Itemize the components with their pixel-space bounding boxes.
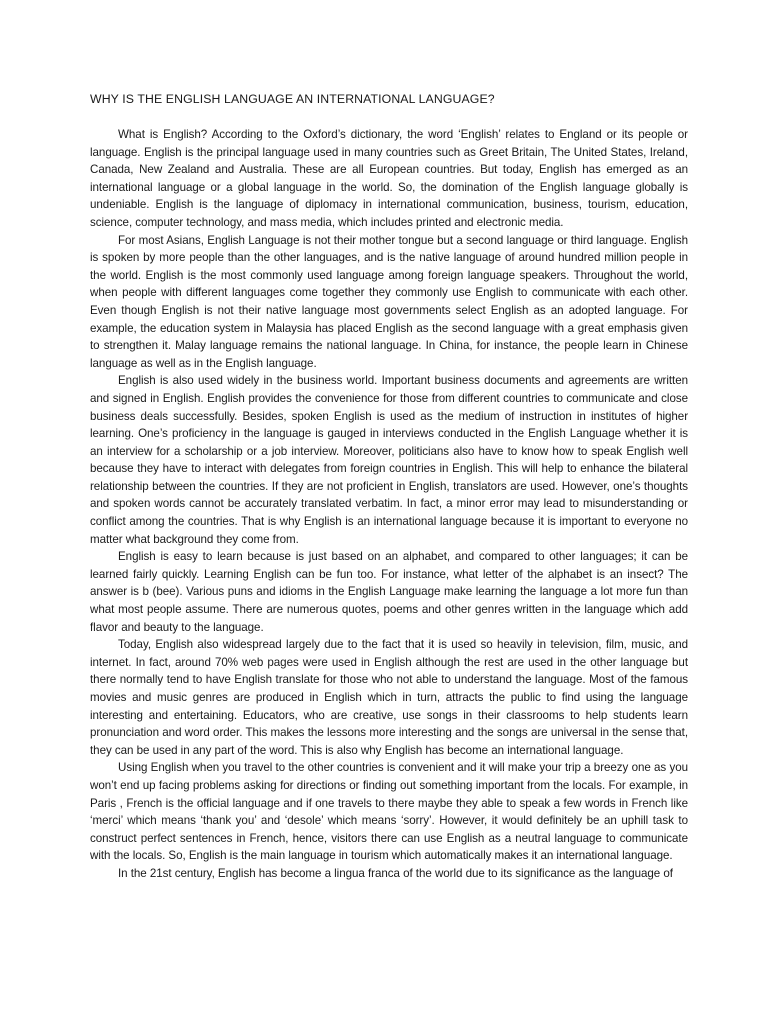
paragraph-21st-century: In the 21st century, English has become a lingua franca of the world due to its significance as the language of xyxy=(118,866,673,880)
paragraph-easy-to-learn: English is easy to learn because is just based on an alphabet, and compared to other languages; it can be learned fairly quickly. Learning English can be fun too. For instance, what letter of the alphabet is an insect? The answer is b (bee). Various puns and idioms in the English Language make learning the language a lot more fun than what most people assume. There are numerous quotes, poems and other genres written in the language which add flavor and beauty to the language. xyxy=(90,550,688,634)
paragraph-what-is-english: What is English? According to the Oxford’s dictionary, the word ‘English’ relates to England or its people or language. English is the principal language used in many countries such as Greet Britain, The United States, Ireland, Canada, New Zealand and Australia. These are all European countries. But today, English has emerged as an international language or a global language in the world. So, the domination of the English language globally is undeniable. English is the language of diplomacy in international communication, business, tourism, education, science, computer technology, and mass media, which includes printed and electronic media. xyxy=(90,128,688,229)
paragraph-business: English is also used widely in the business world. Important business documents and agreements are written and signed in English. English provides the convenience for those from different countries to communicate and close business deals successfully. Besides, spoken English is used as the medium of instruction in institutes of higher learning. One’s proficiency in the language is gauged in interviews conducted in the English Language whether it is an interview for a scholarship or a job interview. Moreover, politicians also have to know how to speak English well because they have to interact with delegates from foreign countries in English. This will help to enhance the bilateral relationship between the countries. If they are not proficient in English, translators are used. However, one’s thoughts and spoken words cannot be accurately translated verbatim. In fact, a minor error may lead to misunderstanding or conflict among the countries. That is why English is an international language because it is important to everyone no matter what background they come from. xyxy=(90,374,688,546)
document-body xyxy=(90,90,688,883)
paragraph-media: Today, English also widespread largely due to the fact that it is used so heavily in television, film, music, and internet. In fact, around 70% web pages were used in English although the rest are used in the other language but there normally tend to have English translate for those who not able to understand the language. Most of the famous movies and music genres are produced in English which in turn, attracts the public to find using the language interesting and entertaining. Educators, who are creative, use songs in their classrooms to help students learn pronunciation and word order. This makes the lessons more interesting and the songs are universal in the sense that, they can be used in any part of the word. This is also why English has become an international language. xyxy=(90,638,688,757)
paragraph-travel: Using English when you travel to the other countries is convenient and it will make your trip a breezy one as you won’t end up facing problems asking for directions or finding out something important from the locals. For example, in Paris , French is the official language and if one travels to there maybe they able to speak a few words in French like ‘merci’ which means ‘thank you’ and ‘desole’ which means ‘sorry’. However, it would definitely be an uphill task to construct perfect sentences in French, hence, visitors there can use English as a neutral language to communicate with the locals. So, English is the main language in tourism which automatically makes it an international language. xyxy=(90,761,688,863)
document-title: WHY IS THE ENGLISH LANGUAGE AN INTERNATIONAL LANGUAGE? xyxy=(90,92,495,106)
paragraph-asians: For most Asians, English Language is not their mother tongue but a second language or third language. English is spoken by more people than the other languages, and is the native language of around hundred million people in the world. English is the most commonly used language among foreign language speakers. Throughout the world, when people with different languages come together they commonly use English to communicate with each other. Even though English is not their native language most governments select English as an adopted language. For example, the education system in Malaysia has placed English as the second language with a great emphasis given to strengthen it. Malay language remains the national language. In China, for instance, the people learn in Chinese language as well as in the English language. xyxy=(90,233,688,370)
